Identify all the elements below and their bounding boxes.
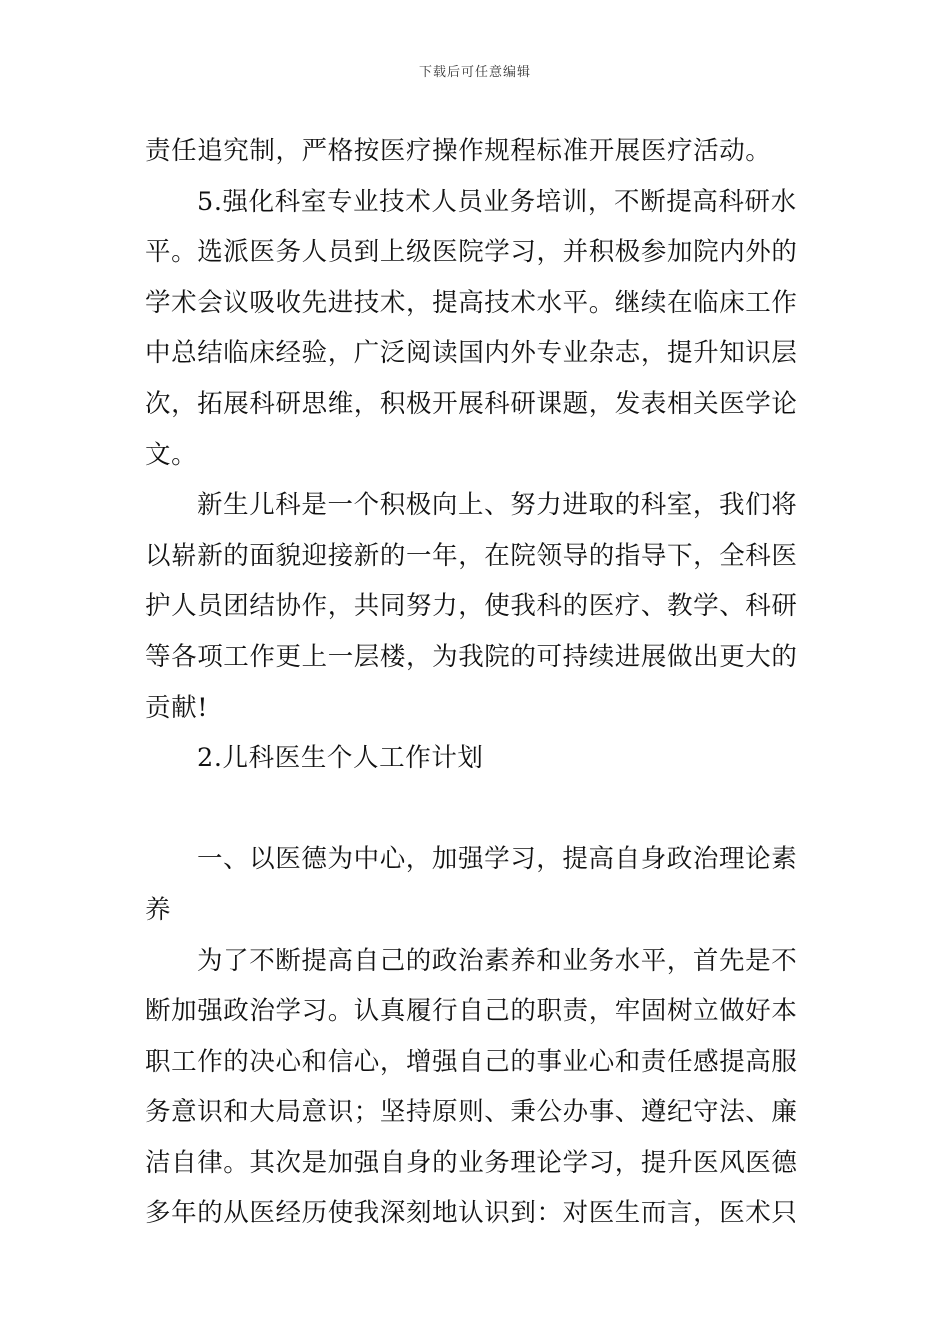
text-line: 中总结临床经验，广泛阅读国内外专业杂志，提升知识层 [145,338,798,369]
text-line: 贡献! [145,692,209,723]
text-line: 一、以医德为中心，加强学习，提高自身政治理论素 [197,844,798,875]
text-line: 责任追究制，严格按医疗操作规程标准开展医疗活动。 [145,136,772,166]
text-line: 多年的从医经历使我深刻地认识到：对医生而言，医术只 [145,1198,798,1229]
text-line: 断加强政治学习。认真履行自己的职责，牢固树立做好本 [145,996,798,1027]
text-line: 文。 [145,439,198,470]
text-line: 新生儿科是一个积极向上、努力进取的科室，我们将 [197,490,798,521]
blank-line [145,784,810,835]
text-line: 职工作的决心和信心，增强自己的事业心和责任感提高服 [145,1046,798,1077]
page-header: 下载后可任意编辑 [418,65,531,80]
text-line: 2.儿科医生个人工作计划 [197,743,484,774]
text-line: 5.强化科室专业技术人员业务培训，不断提高科研水 [197,186,797,217]
document-body [145,126,810,1239]
text-line: 次，拓展科研思维，积极开展科研课题，发表相关医学论 [145,388,798,419]
text-line: 洁自律。其次是加强自身的业务理论学习，提升医风医德 [145,1147,798,1178]
text-line: 务意识和大局意识；坚持原则、秉公办事、遵纪守法、廉 [145,1097,798,1128]
text-line: 为了不断提高自己的政治素养和业务水平，首先是不 [197,945,798,976]
text-line: 护人员团结协作，共同努力，使我科的医疗、教学、科研 [145,591,798,622]
text-line: 等各项工作更上一层楼，为我院的可持续进展做出更大的 [145,641,798,672]
text-line: 以崭新的面貌迎接新的一年，在院领导的指导下，全科医 [145,540,798,571]
text-line: 学术会议吸收先进技术，提高技术水平。继续在临床工作 [145,287,798,318]
text-line: 养 [145,894,172,925]
text-line: 平。选派医务人员到上级医院学习，并积极参加院内外的 [145,237,798,268]
